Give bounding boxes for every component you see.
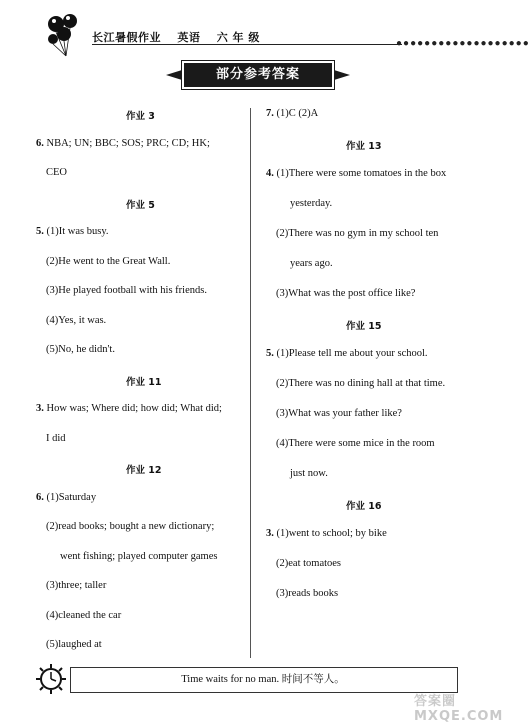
answer-line: (4)cleaned the car <box>46 609 122 621</box>
question-number: 3. <box>36 403 47 414</box>
answer-text: (1)Please tell me about your school. <box>276 348 428 359</box>
column-divider <box>250 108 251 658</box>
banner-ornament-left <box>166 70 182 80</box>
book-title: 长江暑假作业 <box>92 31 161 44</box>
section-heading: 作业 15 <box>346 321 382 332</box>
answer-line: just now. <box>290 468 328 479</box>
answer-line <box>266 348 428 359</box>
header-rule <box>92 44 402 45</box>
answer-text: (1)went to school; by bike <box>276 528 387 539</box>
answer-line <box>36 138 210 149</box>
grade-label: 六 年 级 <box>216 31 260 44</box>
question-number: 5. <box>36 226 47 237</box>
answer-line <box>36 226 109 237</box>
answer-text: (1)It was busy. <box>46 226 109 237</box>
answer-line: went fishing; played computer games <box>60 550 218 562</box>
answer-line: (4)Yes, it was. <box>46 314 107 326</box>
answer-line: (2)There was no gym in my school ten <box>276 228 439 239</box>
answer-line: (3)reads books <box>276 588 339 599</box>
watermark: 答案圈 MXQE.COM <box>414 694 504 724</box>
answer-line: (4)There were some mice in the room <box>276 438 435 449</box>
header-title <box>92 29 272 45</box>
section-heading: 作业 13 <box>346 141 382 152</box>
subject-label: 英语 <box>177 31 201 44</box>
answer-line: (2)He went to the Great Wall. <box>46 255 171 267</box>
answer-text: (1)C (2)A <box>276 108 319 119</box>
question-number: 6. <box>36 137 47 149</box>
answer-text: NBA; UN; BBC; SOS; PRC; CD; HK; <box>46 137 210 149</box>
answer-line: (2)eat tomatoes <box>276 558 342 569</box>
answer-line: years ago. <box>290 258 333 269</box>
header-dots: ●●●●●●●●●●●●●●●●●●● <box>396 38 530 49</box>
question-number: 3. <box>266 528 277 539</box>
answer-line: (2)read books; bought a new dictionary; <box>46 521 215 532</box>
answer-line: (3)three; taller <box>46 580 107 591</box>
answer-line: yesterday. <box>290 198 333 209</box>
section-heading: 作业 5 <box>126 199 155 211</box>
banner-ornament-right <box>334 70 350 80</box>
answer-line: (2)There was no dining hall at that time. <box>276 378 446 389</box>
answer-line <box>266 168 446 179</box>
answer-line <box>266 528 387 539</box>
section-heading: 作业 3 <box>126 111 155 122</box>
answer-line: (5)laughed at <box>46 639 102 650</box>
section-heading: 作业 12 <box>126 465 162 476</box>
answer-line: (3)He played football with his friends. <box>46 285 207 296</box>
motto-text: Time waits for no man. 时间不等人。 <box>181 674 345 685</box>
question-number: 4. <box>266 168 277 179</box>
answer-line: CEO <box>46 167 67 178</box>
section-banner: 部分参考答案 <box>184 63 332 87</box>
answer-line <box>36 492 96 503</box>
answer-line <box>36 403 222 414</box>
page-header <box>0 0 530 60</box>
answer-text: How was; Where did; how did; What did; <box>46 403 222 414</box>
section-heading: 作业 11 <box>126 376 162 388</box>
answer-line: (3)What was the post office like? <box>276 288 416 299</box>
answer-text: (1)There were some tomatoes in the box <box>276 168 447 179</box>
answer-line <box>266 108 318 119</box>
section-heading: 作业 16 <box>346 501 382 512</box>
answer-line: (5)No, he didn't. <box>46 344 115 355</box>
answer-text: (1)Saturday <box>46 491 97 503</box>
balloons-icon <box>44 12 84 58</box>
question-number: 7. <box>266 108 277 119</box>
answer-line: I did <box>46 432 66 444</box>
question-number: 6. <box>36 491 47 503</box>
clock-icon <box>34 662 68 696</box>
question-number: 5. <box>266 348 277 359</box>
answer-line: (3)What was your father like? <box>276 408 402 419</box>
